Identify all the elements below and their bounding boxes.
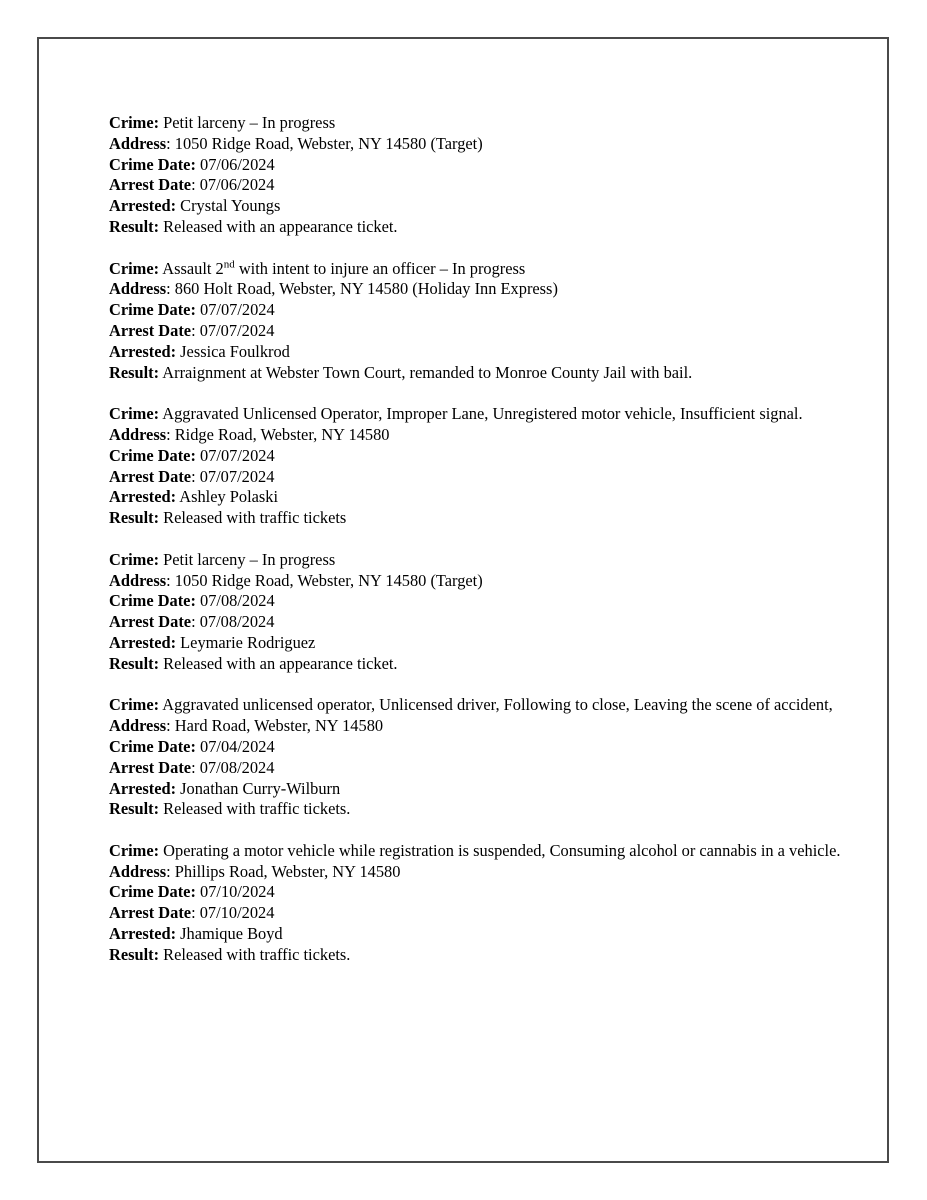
arrested-label: Arrested: <box>109 341 177 361</box>
crime-value: Aggravated Unlicensed Operator, Improper Lane, Unregistered motor vehicle, Insufficient signal. <box>159 404 803 424</box>
address-line <box>109 571 844 592</box>
address-label: Address <box>109 133 167 153</box>
arrest-date-line <box>109 903 844 924</box>
address-value: Ridge Road, Webster, NY 14580 <box>170 424 390 444</box>
address-colon: : <box>166 861 171 881</box>
result-line <box>109 945 844 966</box>
arrest-record <box>109 550 844 675</box>
crime-line <box>109 695 844 716</box>
arrest-date-value: 07/07/2024 <box>195 466 275 486</box>
result-value: Arraignment at Webster Town Court, remanded to Monroe County Jail with bail. <box>159 362 693 382</box>
result-value: Released with an appearance ticket. <box>159 216 398 236</box>
address-line <box>109 134 844 155</box>
crime-date-value: 07/07/2024 <box>195 445 275 465</box>
result-line <box>109 217 844 238</box>
result-label: Result: <box>109 508 160 528</box>
address-colon: : <box>166 279 171 299</box>
crime-label: Crime: <box>109 404 160 424</box>
address-label: Address <box>109 424 167 444</box>
arrested-label: Arrested: <box>109 778 177 798</box>
crime-line <box>109 113 844 134</box>
arrested-label: Arrested: <box>109 487 177 507</box>
crime-label: Crime: <box>109 549 160 569</box>
crime-date-value: 07/10/2024 <box>195 882 275 902</box>
arrested-line <box>109 924 844 945</box>
address-value: Hard Road, Webster, NY 14580 <box>170 716 384 736</box>
result-label: Result: <box>109 944 160 964</box>
arrest-record <box>109 404 844 529</box>
arrested-value: Jessica Foulkrod <box>176 341 290 361</box>
result-value: Released with traffic tickets <box>159 508 347 528</box>
crime-value: Petit larceny – In progress <box>159 113 336 132</box>
arrest-date-colon: : <box>191 320 196 340</box>
arrest-date-colon: : <box>191 175 196 195</box>
arrested-value: Crystal Youngs <box>176 196 281 216</box>
result-line <box>109 363 844 384</box>
address-line <box>109 716 844 737</box>
crime-value: Aggravated unlicensed operator, Unlicensed driver, Following to close, Leaving the scene of accident, <box>159 695 833 715</box>
crime-value: Assault 2 <box>159 258 224 278</box>
arrest-date-line <box>109 321 844 342</box>
address-colon: : <box>166 133 171 153</box>
result-label: Result: <box>109 799 160 819</box>
crime-date-label: Crime Date: <box>109 882 196 902</box>
crime-label: Crime: <box>109 258 160 278</box>
arrest-date-value: 07/08/2024 <box>195 757 275 777</box>
crime-line <box>109 259 844 280</box>
arrested-value: Jhamique Boyd <box>176 924 283 944</box>
arrest-date-label: Arrest Date <box>109 903 192 923</box>
crime-date-line <box>109 446 844 467</box>
crime-date-value: 07/06/2024 <box>195 154 275 174</box>
result-value: Released with an appearance ticket. <box>159 653 398 673</box>
crime-line <box>109 550 844 571</box>
arrested-value: Leymarie Rodriguez <box>176 632 316 652</box>
result-value: Released with traffic tickets. <box>159 944 351 964</box>
arrested-label: Arrested: <box>109 924 177 944</box>
arrested-line <box>109 196 844 217</box>
arrest-date-label: Arrest Date <box>109 320 192 340</box>
arrest-date-colon: : <box>191 757 196 777</box>
crime-date-line <box>109 591 844 612</box>
arrest-log <box>109 113 844 986</box>
arrest-date-value: 07/06/2024 <box>195 175 275 195</box>
address-colon: : <box>166 716 171 736</box>
crime-date-label: Crime Date: <box>109 154 196 174</box>
address-value: Phillips Road, Webster, NY 14580 <box>170 861 401 881</box>
crime-value-cont: with intent to injure an officer – In progress <box>234 258 526 278</box>
crime-label: Crime: <box>109 695 160 715</box>
arrest-date-colon: : <box>191 903 196 923</box>
arrest-date-line <box>109 175 844 196</box>
crime-date-line <box>109 882 844 903</box>
result-label: Result: <box>109 362 160 382</box>
crime-date-label: Crime Date: <box>109 300 196 320</box>
address-label: Address <box>109 861 167 881</box>
crime-date-line <box>109 737 844 758</box>
crime-value: Petit larceny – In progress <box>159 549 336 569</box>
address-label: Address <box>109 279 167 299</box>
arrested-line <box>109 487 844 508</box>
crime-date-label: Crime Date: <box>109 591 196 611</box>
arrested-line <box>109 342 844 363</box>
arrest-date-line <box>109 612 844 633</box>
address-line <box>109 862 844 883</box>
result-label: Result: <box>109 653 160 673</box>
arrest-date-value: 07/08/2024 <box>195 612 275 632</box>
crime-date-label: Crime Date: <box>109 445 196 465</box>
crime-date-line <box>109 155 844 176</box>
result-value: Released with traffic tickets. <box>159 799 351 819</box>
result-line <box>109 654 844 675</box>
crime-line <box>109 841 844 862</box>
address-value: 860 Holt Road, Webster, NY 14580 (Holiday Inn Express) <box>170 279 558 299</box>
arrest-date-label: Arrest Date <box>109 466 192 486</box>
arrest-record <box>109 259 844 384</box>
address-colon: : <box>166 570 171 590</box>
arrest-date-colon: : <box>191 466 196 486</box>
crime-date-value: 07/08/2024 <box>195 591 275 611</box>
address-line <box>109 425 844 446</box>
address-line <box>109 279 844 300</box>
address-label: Address <box>109 570 167 590</box>
crime-label: Crime: <box>109 840 160 860</box>
arrest-date-line <box>109 467 844 488</box>
result-label: Result: <box>109 216 160 236</box>
arrested-line <box>109 633 844 654</box>
crime-label: Crime: <box>109 113 160 132</box>
arrested-label: Arrested: <box>109 632 177 652</box>
arrest-record <box>109 841 844 966</box>
arrest-record <box>109 113 844 238</box>
address-value: 1050 Ridge Road, Webster, NY 14580 (Target) <box>170 570 483 590</box>
crime-date-label: Crime Date: <box>109 736 196 756</box>
arrested-value: Jonathan Curry-Wilburn <box>176 778 341 798</box>
address-colon: : <box>166 424 171 444</box>
arrest-date-value: 07/07/2024 <box>195 320 275 340</box>
arrest-date-line <box>109 758 844 779</box>
crime-date-value: 07/07/2024 <box>195 300 275 320</box>
arrest-date-label: Arrest Date <box>109 612 192 632</box>
arrest-date-label: Arrest Date <box>109 757 192 777</box>
crime-line <box>109 404 844 425</box>
result-line <box>109 508 844 529</box>
ordinal-suffix: nd <box>223 258 235 271</box>
crime-value: Operating a motor vehicle while registration is suspended, Consuming alcohol or cannabis in a vehicle. <box>159 840 841 860</box>
arrested-line <box>109 779 844 800</box>
arrest-record <box>109 695 844 820</box>
crime-date-line <box>109 300 844 321</box>
result-line <box>109 799 844 820</box>
crime-date-value: 07/04/2024 <box>195 736 275 756</box>
address-value: 1050 Ridge Road, Webster, NY 14580 (Target) <box>170 133 483 153</box>
arrest-date-colon: : <box>191 612 196 632</box>
arrest-date-label: Arrest Date <box>109 175 192 195</box>
address-label: Address <box>109 716 167 736</box>
arrest-date-value: 07/10/2024 <box>195 903 275 923</box>
arrested-value: Ashley Polaski <box>176 487 279 507</box>
arrested-label: Arrested: <box>109 196 177 216</box>
